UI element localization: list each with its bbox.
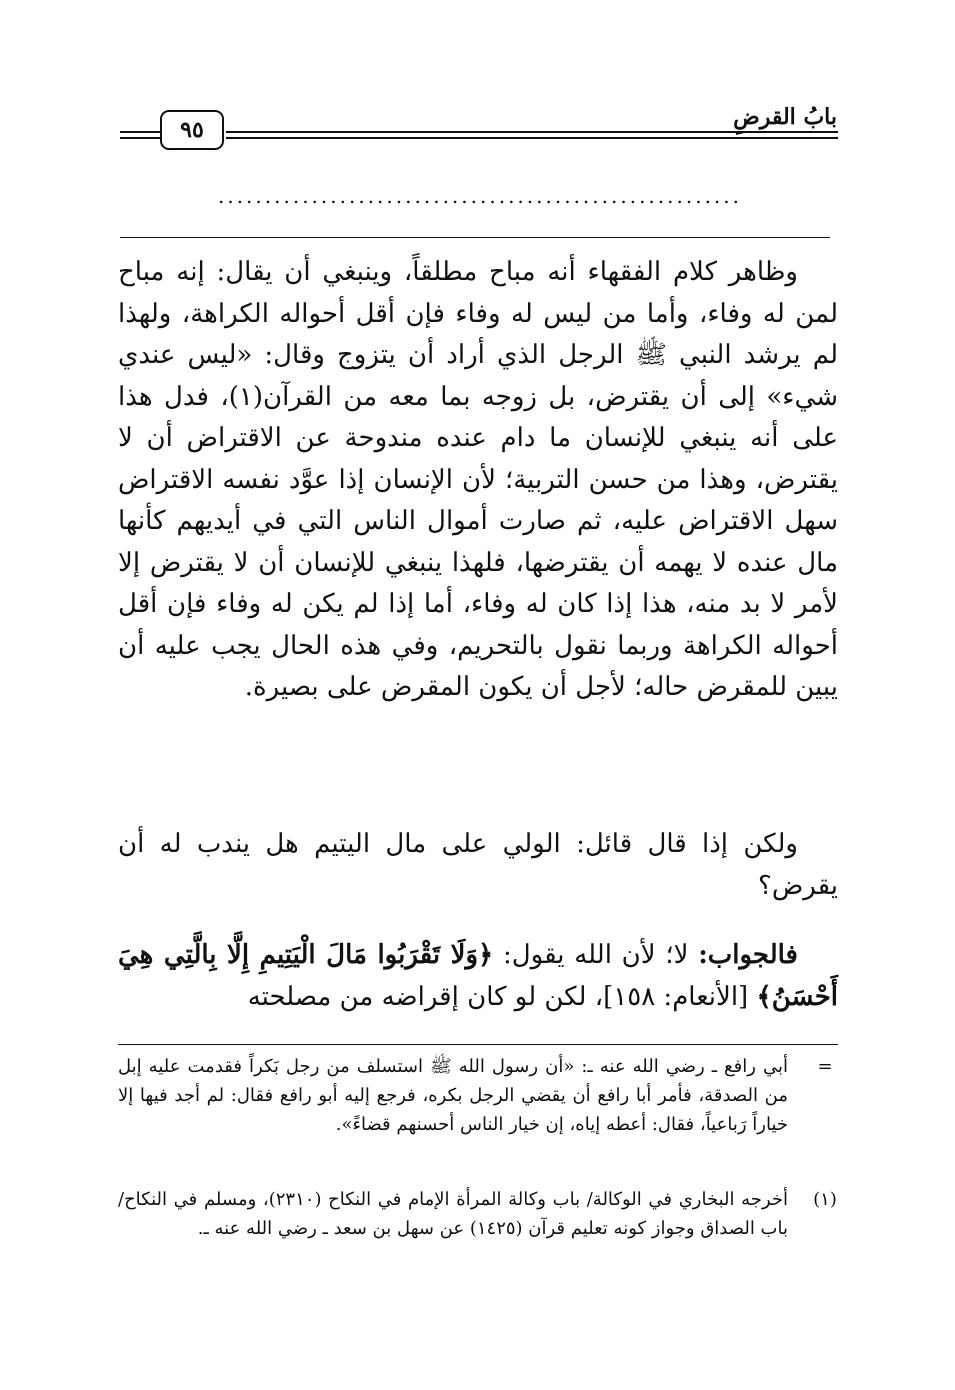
- main-text-block-1: [118, 252, 838, 709]
- answer-lead: فالجواب:: [698, 940, 798, 970]
- paragraph: وظاهر كلام الفقهاء أنه مباح مطلقاً، وينبغي أن يقال: إنه مباح لمن له وفاء، وأما من ليس له وفاء فإن أقل أحواله الكراهة، ولهذا لم يرشد النبي ﷺ الرجل الذي أراد أن يتزوج وقال: «ليس عندي شيء» إلى أن يقترض، بل زوجه بما معه من القرآن(١)، فدل هذا على أنه ينبغي للإنسان ما دام عنده مندوحة عن الاقتراض أن لا يقترض، وهذا من حسن التربية؛ لأن الإنسان إذا عوَّد نفسه الاقتراض سهل الاقتراض عليه، ثم صارت أموال الناس التي في أيديهم كأنها مال عنده لا يهمه أن يقترضها، فلهذا ينبغي للإنسان أن لا يقترض إلا لأمر لا بد منه، هذا إذا كان له وفاء، أما إذا لم يكن له وفاء فإن أقل أحواله الكراهة وربما نقول بالتحريم، وفي هذه الحال يجب عليه أن يبين للمقرض حاله؛ لأجل أن يكون المقرض على بصيرة.: [118, 257, 838, 702]
- header-rule-left-bottom: [120, 137, 160, 139]
- page-number-box: [160, 110, 224, 150]
- main-text-block-2: [118, 824, 838, 907]
- paragraph: ولكن إذا قال قائل: الولي على مال اليتيم هل يندب له أن يقرض؟: [118, 829, 838, 901]
- footnote-marker: =: [817, 1056, 833, 1077]
- header-rule-right-bottom: [226, 137, 838, 139]
- paragraph: [118, 935, 838, 1018]
- page-number: ٩٥: [180, 117, 204, 143]
- section-rule: [120, 237, 830, 238]
- answer-text: لا؛ لأن الله يقول:: [493, 940, 699, 970]
- quran-verse: ﴿وَلَا تَقْرَبُوا مَالَ الْيَتِيمِ إِلَّا بِالَّتِي هِيَ أَحْسَنُ﴾: [118, 940, 838, 1012]
- dotted-separator: ........................................................: [217, 184, 742, 208]
- header-rule-right-top: [226, 131, 838, 133]
- verse-reference: [الأنعام: ١٥٨]: [603, 981, 757, 1012]
- footnote-separator: [118, 1044, 838, 1045]
- footnote-continued: [118, 1052, 838, 1139]
- footnote-marker: (١): [813, 1189, 837, 1210]
- footnote-text: أخرجه البخاري في الوكالة/ باب وكالة المرأة الإمام في النكاح (٢٣١٠)، ومسلم في النكاح/ باب الصداق وجواز كونه تعليم قرآن (١٤٢٥) عن سهل بن سعد ـ رضي الله عنه ـ.: [118, 1189, 788, 1239]
- answer-continuation: ، لكن لو كان إقراضه من مصلحته: [247, 981, 604, 1012]
- footnote-1: [118, 1185, 838, 1243]
- main-text-block-3: [118, 935, 838, 1018]
- header-rule-left-top: [120, 131, 160, 133]
- chapter-title: بابُ القرضِ: [733, 104, 837, 130]
- footnote-text: أبي رافع ـ رضي الله عنه ـ: «أن رسول الله ﷺ استسلف من رجل بَكراً فقدمت عليه إبل من الصدقة، فأمر أبا رافع أن يقضي الرجل بكره، فرجع إليه أبو رافع فقال: لم أجد فيها إلا خياراً رَباعياً، فقال: أعطه إياه، إن خيار الناس أحسنهم قضاءً».: [118, 1056, 788, 1135]
